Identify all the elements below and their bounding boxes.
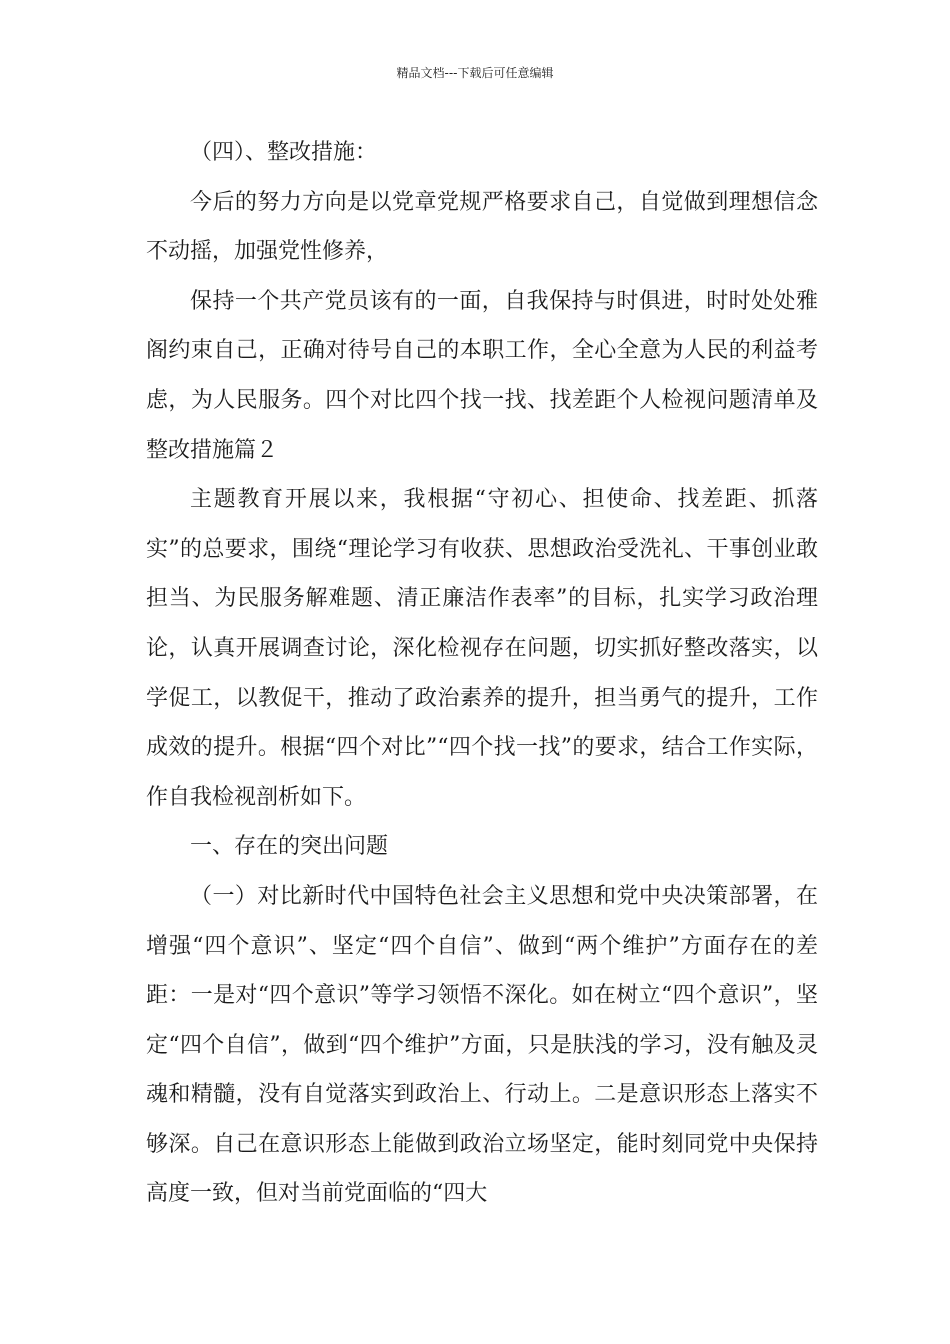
section-heading-problems: 一、存在的突出问题 — [190, 834, 389, 860]
page-header-watermark: 精品文档---下载后可任意编辑 — [396, 66, 554, 80]
document-body — [146, 128, 818, 1219]
paragraph: （一）对比新时代中国特色社会主义思想和党中央决策部署，在增强“四个意识”、坚定“四个自信”、做到“两个维护”方面存在的差距：一是对“四个意识”等学习领悟不深化。如在树立“四个意识”，坚定“四个自信”，做到“四个维护”方面，只是肤浅的学习，没有触及灵魂和精髓，没有自觉落实到政治上、行动上。二是意识形态上落实不够深。自己在意识形态上能做到政治立场坚定，能时刻同党中央保持高度一致，但对当前党面临的“四大 — [146, 883, 818, 1207]
section-heading-rectification: （四）、整改措施： — [190, 140, 378, 165]
paragraph: 今后的努力方向是以党章党规严格要求自己，自觉做到理想信念不动摇，加强党性修养， — [146, 189, 818, 265]
paragraph: 主题教育开展以来，我根据“守初心、担使命、找差距、抓落实”的总要求，围绕“理论学习有收获、思想政治受洗礼、干事创业敢担当、为民服务解难题、清正廉洁作表率”的目标，扎实学习政治理论，认真开展调查讨论，深化检视存在问题，切实抓好整改落实，以学促工，以教促干，推动了政治素养的提升，担当勇气的提升，工作成效的提升。根据“四个对比”“四个找一找”的要求，结合工作实际，作自我检视剖析如下。 — [146, 487, 818, 810]
paragraph: 保持一个共产党员该有的一面，自我保持与时俱进，时时处处雅阁约束自己，正确对待号自己的本职工作，全心全意为人民的利益考虑，为人民服务。四个对比四个找一找、找差距个人检视问题清单及整改措施篇２ — [146, 288, 818, 463]
